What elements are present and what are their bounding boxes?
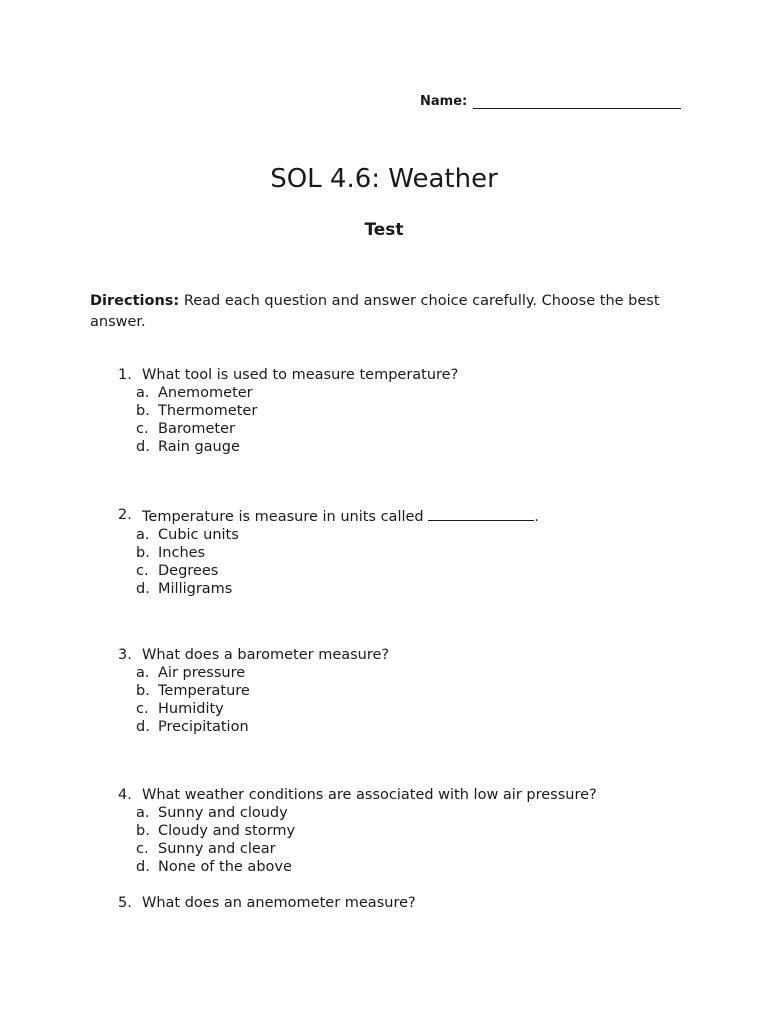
choice-letter: d. [136,859,150,875]
choice-text: Cubic units [158,527,239,543]
question-2 [118,506,718,598]
page-title: SOL 4.6: Weather [270,164,498,194]
answer-choice [136,544,718,562]
answer-choice [136,700,718,718]
choice-text: Sunny and clear [158,841,276,857]
question-text: What tool is used to measure temperature? [142,367,459,383]
directions-text: Read each question and answer choice carefully. Choose the best answer. [90,293,660,330]
directions [90,291,670,333]
choice-text: Rain gauge [158,439,240,455]
choice-text: Thermometer [158,403,258,419]
choice-text: Barometer [158,421,235,437]
answer-choice [136,402,718,420]
question-text-wrap [142,506,539,526]
answer-choices [118,384,718,456]
answer-choice [136,562,718,580]
question-4 [118,786,718,876]
answer-choice [136,858,718,876]
answer-choice [136,718,718,736]
choice-text: Air pressure [158,665,246,681]
question-number: 5. [118,895,132,911]
question-suffix: . [534,509,539,525]
choice-letter: a. [136,527,150,543]
choice-letter: b. [136,403,150,419]
answer-choice [136,804,718,822]
answer-choice [136,438,718,456]
choice-letter: a. [136,385,150,401]
question-text: Temperature is measure in units called [142,509,424,525]
question-3 [118,646,718,736]
page-subtitle: Test [364,220,404,240]
answer-choice [136,384,718,402]
choice-text: Precipitation [158,719,249,735]
choice-text: None of the above [158,859,292,875]
answer-choice [136,840,718,858]
answer-choice [136,822,718,840]
question-number: 1. [118,367,132,383]
choice-text: Anemometer [158,385,253,401]
answer-choices [118,526,718,598]
choice-letter: d. [136,439,150,455]
choice-letter: b. [136,545,150,561]
choice-letter: c. [136,701,149,717]
choice-text: Humidity [158,701,224,717]
choice-letter: b. [136,823,150,839]
question-text: What weather conditions are associated with low air pressure? [142,787,597,803]
answer-choices [118,664,718,736]
answer-choice [136,664,718,682]
question-1 [118,366,718,456]
fill-in-blank[interactable] [428,506,534,521]
answer-choice [136,526,718,544]
name-field [420,94,681,109]
choice-text: Cloudy and stormy [158,823,296,839]
question-text: What does a barometer measure? [142,647,390,663]
name-label: Name: [420,94,468,109]
choice-text: Temperature [158,683,250,699]
directions-label: Directions: [90,293,180,309]
question-text: What does an anemometer measure? [142,895,416,911]
choice-text: Inches [158,545,206,561]
choice-letter: c. [136,563,149,579]
question-number: 3. [118,647,132,663]
choice-text: Degrees [158,563,219,579]
answer-choice [136,580,718,598]
answer-choices [118,804,718,876]
answer-choice [136,682,718,700]
choice-letter: d. [136,719,150,735]
choice-text: Milligrams [158,581,233,597]
question-5 [118,894,718,912]
choice-letter: c. [136,421,149,437]
question-number: 4. [118,787,132,803]
question-number: 2. [118,507,132,523]
choice-letter: c. [136,841,149,857]
choice-letter: d. [136,581,150,597]
answer-choice [136,420,718,438]
choice-letter: a. [136,665,150,681]
choice-letter: b. [136,683,150,699]
choice-letter: a. [136,805,150,821]
name-blank-line[interactable] [473,94,681,109]
choice-text: Sunny and cloudy [158,805,288,821]
